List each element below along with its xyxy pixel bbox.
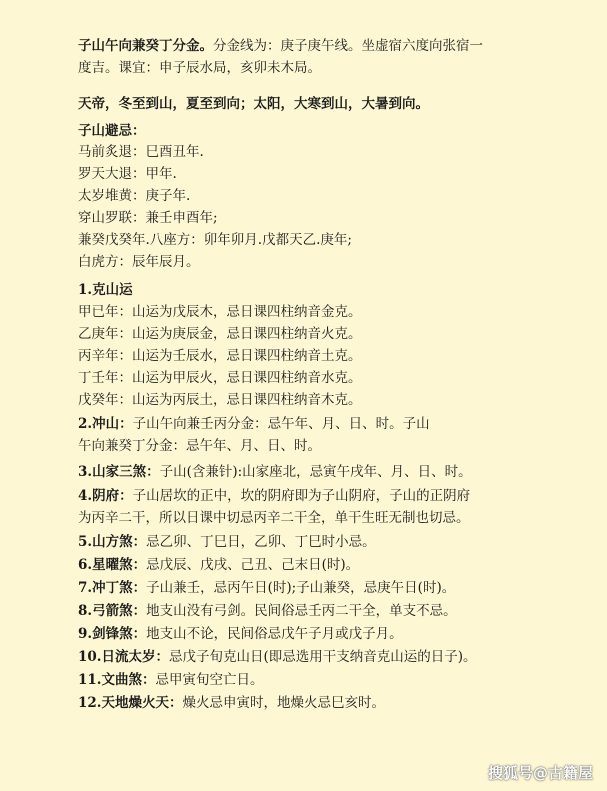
section-label: 12.天地燥火天： — [78, 695, 183, 711]
section-wenqu — [78, 670, 264, 690]
section-label: 6.星曜煞： — [78, 557, 147, 573]
section-text: 地支山没有弓剑。民间俗忌壬丙二干全，单支不忌。 — [146, 603, 457, 619]
section-text: 忌甲寅旬空亡日。 — [155, 672, 264, 688]
section-text: 地支山不论，民间俗忌戊午子月或戊子月。 — [146, 626, 403, 642]
section-text: 忌戊子旬克山日(即忌选用干支纳音克山运的日子)。 — [169, 649, 477, 665]
section-text: 子山(含兼针):山家座北，忌寅午戌年、月、日、时。 — [159, 464, 472, 480]
section-label: 10.日流太岁： — [78, 649, 169, 665]
avoid-item: 兼癸戊癸年.八座方：卯年卯月.戊都天乙.庚年; — [78, 232, 352, 248]
section-text: 子山兼壬，忌丙午日(时);子山兼癸，忌庚午日(时)。 — [146, 580, 456, 596]
intro-line-2: 度吉。课宜：申子辰水局，亥卯未木局。 — [78, 60, 321, 76]
intro-text: 分金线为：庚子庚午线。坐虚宿六度向张宿一 — [213, 38, 483, 54]
section-text: 忌戊辰、戊戌、己丑、己末日(时)。 — [146, 557, 360, 573]
section-riliu — [78, 647, 477, 667]
avoid-heading: 子山避忌： — [78, 123, 146, 139]
section-label: 5.山方煞： — [78, 534, 147, 550]
avoid-item: 罗天大退：甲年. — [78, 166, 177, 182]
section-label: 7.冲丁煞： — [78, 580, 147, 596]
avoid-item: 穿山罗联：兼壬申酉年; — [78, 210, 218, 226]
section-label: 4.阴府： — [78, 488, 133, 504]
section-text: 燥火忌申寅时，地燥火忌巳亥时。 — [182, 695, 385, 711]
section-jianfeng — [78, 624, 403, 644]
keshan-item: 丙辛年：山运为壬辰水，忌日课四柱纳音土克。 — [78, 348, 362, 364]
section-shanfang — [78, 532, 376, 552]
section-chongshan — [78, 414, 430, 434]
section-text: 子山午向兼壬丙分金：忌午年、月、日、时。子山 — [132, 416, 430, 432]
keshan-item: 丁壬年：山运为甲辰火，忌日课四柱纳音水克。 — [78, 370, 362, 386]
section-chongshan-cont: 午向兼癸丁分金：忌午年、月、日、时。 — [78, 438, 321, 454]
tiandi-line: 天帝，冬至到山，夏至到向；太阳，大寒到山，大暑到向。 — [78, 96, 429, 112]
section-label: 8.弓箭煞： — [78, 603, 147, 619]
keshan-item: 乙庚年：山运为庚辰金，忌日课四柱纳音火克。 — [78, 326, 362, 342]
section-yinfu — [78, 486, 470, 506]
keshan-heading: 1.克山运 — [78, 282, 133, 298]
section-text: 子山居坎的正中，坎的阴府即为子山阴府，子山的正阴府 — [132, 488, 471, 504]
section-zaohuo — [78, 693, 385, 713]
keshan-item: 戊癸年：山运为丙辰土，忌日课四柱纳音木克。 — [78, 392, 362, 408]
section-xingyao — [78, 555, 359, 575]
section-shanjia — [78, 462, 472, 482]
watermark: 搜狐号@古籍屋 — [487, 764, 593, 782]
intro-line-1 — [78, 36, 483, 56]
section-label: 2.冲山： — [78, 416, 133, 432]
section-label: 11.文曲煞： — [78, 672, 156, 688]
avoid-item: 白虎方：辰年辰月。 — [78, 254, 200, 270]
section-label: 3.山家三煞： — [78, 464, 160, 480]
avoid-item: 马前炙退：巳酉丑年. — [78, 144, 204, 160]
section-gongjian — [78, 601, 457, 621]
section-text: 忌乙卯、丁巳日，乙卯、丁巳时小忌。 — [146, 534, 376, 550]
avoid-item: 太岁堆黄：庚子年. — [78, 188, 191, 204]
section-yinfu-cont: 为丙辛二干，所以日课中切忌丙辛二干全，单干生旺无制也切忌。 — [78, 510, 470, 526]
intro-heading: 子山午向兼癸丁分金。 — [78, 38, 213, 54]
section-label: 9.剑锋煞： — [78, 626, 147, 642]
section-chongding — [78, 578, 455, 598]
keshan-item: 甲已年：山运为戊辰木，忌日课四柱纳音金克。 — [78, 304, 362, 320]
